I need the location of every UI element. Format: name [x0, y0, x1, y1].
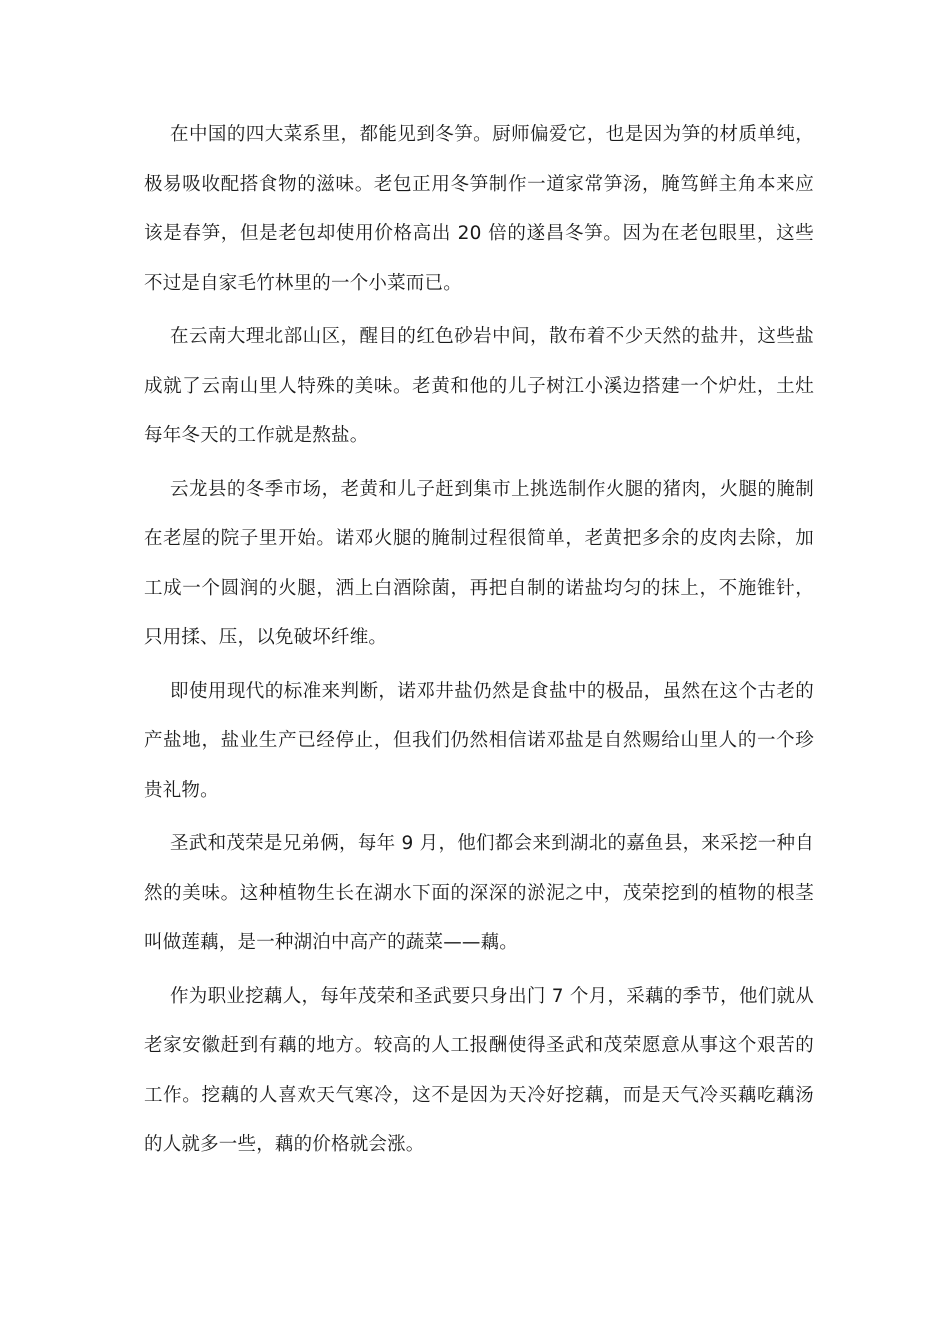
paragraph-nuodeng-salt: 即使用现代的标准来判断，诺邓井盐仍然是食盐中的极品，虽然在这个古老的产盐地，盐业生产已经停止，但我们仍然相信诺邓盐是自然赐给山里人的一个珍贵礼物。	[144, 680, 814, 801]
paragraph-yunnan-salt-wells: 在云南大理北部山区，醒目的红色砂岩中间，散布着不少天然的盐井，这些盐成就了云南山里人特殊的美味。老黄和他的儿子树江小溪边搭建一个炉灶，土灶每年冬天的工作就是熬盐。	[144, 326, 814, 446]
paragraph-lotus-root-diggers: 作为职业挖藕人，每年茂荣和圣武要只身出门 7 个月，采藕的季节，他们就从老家安徽赶到有藕的地方。较高的人工报酬使得圣武和茂荣愿意从事这个艰苦的工作。挖藕的人喜欢天气寒冷，这不是因为天冷好挖藕，而是天气冷买藕吃藕汤的人就多一些，藕的价格就会涨。	[144, 985, 814, 1155]
paragraph-winter-bamboo-shoots: 在中国的四大菜系里，都能见到冬笋。厨师偏爱它，也是因为笋的材质单纯，极易吸收配搭食物的滋味。老包正用冬笋制作一道家常笋汤，腌笃鲜主角本来应该是春笋，但是老包却使用价格高出 20 倍的遂昌冬笋。因为在老包眼里，这些不过是自家毛竹林里的一个小菜而已。	[144, 124, 814, 294]
paragraph-nuodeng-ham: 云龙县的冬季市场，老黄和儿子赶到集市上挑选制作火腿的猪肉，火腿的腌制在老屋的院子里开始。诺邓火腿的腌制过程很简单，老黄把多余的皮肉去除，加工成一个圆润的火腿，洒上白酒除菌，再把自制的诺盐均匀的抹上，不施锥针，只用揉、压，以免破坏纤维。	[144, 478, 814, 648]
document-body	[144, 110, 814, 1174]
paragraph-lotus-root-brothers: 圣武和茂荣是兄弟俩，每年 9 月，他们都会来到湖北的嘉鱼县，来采挖一种自然的美味。这种植物生长在湖水下面的深深的淤泥之中，茂荣挖到的植物的根茎叫做莲藕，是一种湖泊中高产的蔬菜——藕。	[144, 833, 814, 953]
